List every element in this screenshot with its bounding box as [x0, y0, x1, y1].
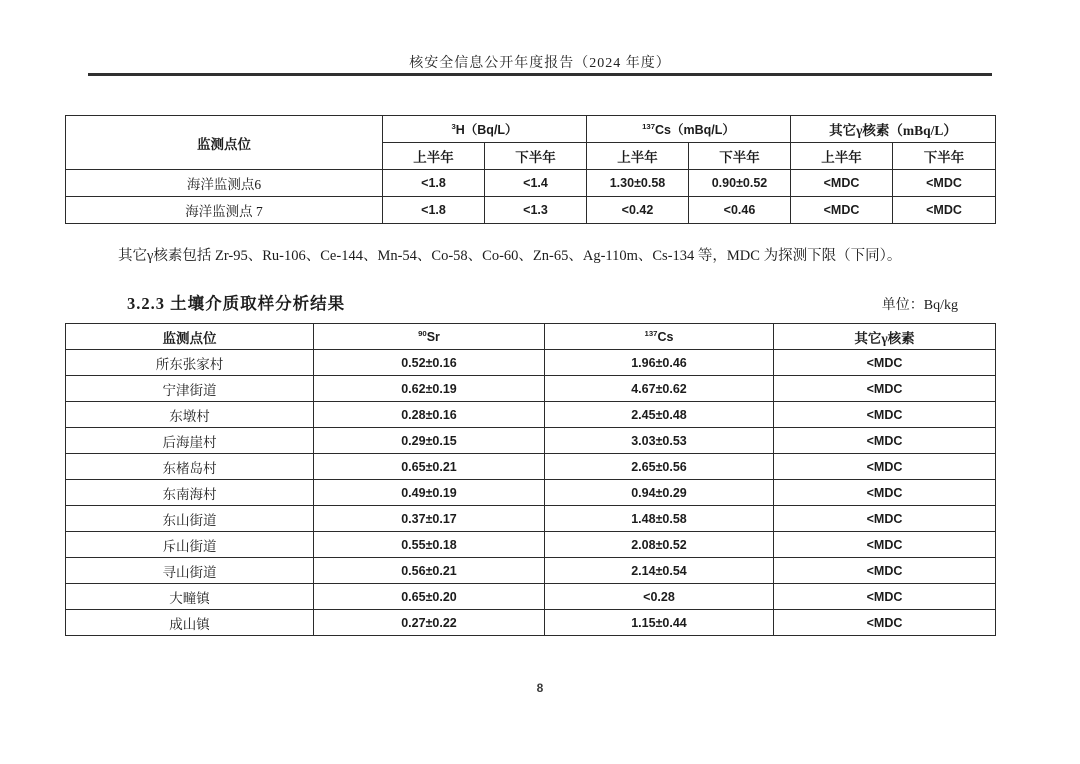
isotope-superscript: 137	[642, 121, 656, 131]
table-row	[66, 558, 996, 584]
table1-group-header-row	[66, 116, 996, 143]
isotope-label: Cs	[657, 330, 674, 345]
value-cell: 1.15±0.44	[545, 610, 774, 636]
site-cell: 所东张家村	[66, 350, 314, 376]
column-header-label: 其它γ核素	[854, 330, 915, 346]
value-cell: <MDC	[774, 428, 996, 454]
subheader-second-half: 下半年	[893, 143, 996, 170]
subheader-first-half: 上半年	[791, 143, 893, 170]
value-cell: 4.67±0.62	[545, 376, 774, 402]
value-cell: <MDC	[774, 402, 996, 428]
value-cell: <MDC	[791, 170, 893, 197]
value-cell: 0.62±0.19	[314, 376, 545, 402]
unit-label: 单位：Bq/kg	[881, 298, 958, 313]
value-cell: 0.52±0.16	[314, 350, 545, 376]
isotope-superscript: 137	[644, 328, 658, 338]
value-cell: <0.42	[587, 197, 689, 224]
value-cell: 0.49±0.19	[314, 480, 545, 506]
subheader-second-half: 下半年	[485, 143, 587, 170]
report-header-title: 核安全信息公开年度报告（2024 年度）	[409, 56, 671, 71]
table-row	[66, 480, 996, 506]
value-cell: 0.56±0.21	[314, 558, 545, 584]
table-row	[66, 170, 996, 197]
value-cell: 0.29±0.15	[314, 428, 545, 454]
isotope-superscript: 3	[451, 121, 456, 131]
table-row	[66, 454, 996, 480]
value-cell: <MDC	[774, 584, 996, 610]
table-row	[66, 402, 996, 428]
soil-sampling-table	[65, 323, 996, 636]
table-row	[66, 197, 996, 224]
table2-header-row	[66, 324, 996, 350]
value-cell: <1.3	[485, 197, 587, 224]
column-header-label: 监测点位	[162, 330, 217, 346]
subheader-first-half: 上半年	[383, 143, 485, 170]
value-cell: 2.14±0.54	[545, 558, 774, 584]
value-cell: <MDC	[774, 506, 996, 532]
site-cell: 东南海村	[66, 480, 314, 506]
table-row	[66, 350, 996, 376]
isotope-label: 其它γ核素（mBq/L）	[829, 123, 957, 138]
seawater-monitoring-table	[65, 115, 996, 224]
site-cell: 东山街道	[66, 506, 314, 532]
value-cell: 0.65±0.21	[314, 454, 545, 480]
value-cell: 2.45±0.48	[545, 402, 774, 428]
table-row	[66, 376, 996, 402]
value-cell: 0.94±0.29	[545, 480, 774, 506]
value-cell: 2.65±0.56	[545, 454, 774, 480]
table2-header-cs137	[545, 324, 774, 350]
value-cell: 0.37±0.17	[314, 506, 545, 532]
table1-group-h3	[383, 116, 587, 143]
value-cell: <MDC	[774, 376, 996, 402]
value-cell: <MDC	[774, 350, 996, 376]
site-cell: 海洋监测点 7	[66, 197, 383, 224]
value-cell: 3.03±0.53	[545, 428, 774, 454]
site-cell: 大疃镇	[66, 584, 314, 610]
table2-header-other-gamma	[774, 324, 996, 350]
isotope-label: Sr	[426, 330, 440, 345]
subheader-first-half: 上半年	[587, 143, 689, 170]
value-cell: <MDC	[774, 558, 996, 584]
value-cell: <MDC	[893, 170, 996, 197]
value-cell: <MDC	[893, 197, 996, 224]
value-cell: 0.65±0.20	[314, 584, 545, 610]
value-cell: 0.55±0.18	[314, 532, 545, 558]
table1-corner-header: 监测点位	[66, 116, 383, 170]
value-cell: <MDC	[774, 454, 996, 480]
table2-header-sr90	[314, 324, 545, 350]
value-cell: <MDC	[774, 610, 996, 636]
site-cell: 东墩村	[66, 402, 314, 428]
table-row	[66, 610, 996, 636]
value-cell: 1.96±0.46	[545, 350, 774, 376]
value-cell: 0.28±0.16	[314, 402, 545, 428]
value-cell: 1.30±0.58	[587, 170, 689, 197]
table-row	[66, 584, 996, 610]
section-heading-soil-sampling: 3.2.3 土壤介质取样分析结果	[127, 294, 346, 313]
site-cell: 成山镇	[66, 610, 314, 636]
isotope-superscript: 90	[418, 328, 427, 338]
table-row	[66, 506, 996, 532]
value-cell: 0.27±0.22	[314, 610, 545, 636]
gamma-nuclide-footnote: 其它γ核素包括 Zr-95、Ru-106、Ce-144、Mn-54、Co-58、Co-60、Zn-65、Ag-110m、Cs-134 等，MDC 为探测下限（下同）。	[118, 248, 902, 264]
value-cell: 1.48±0.58	[545, 506, 774, 532]
subheader-second-half: 下半年	[689, 143, 791, 170]
table1-group-other-gamma	[791, 116, 996, 143]
value-cell: <0.46	[689, 197, 791, 224]
table2-header-site	[66, 324, 314, 350]
value-cell: 0.90±0.52	[689, 170, 791, 197]
value-cell: <1.8	[383, 170, 485, 197]
value-cell: 2.08±0.52	[545, 532, 774, 558]
value-cell: <0.28	[545, 584, 774, 610]
site-cell: 海洋监测点6	[66, 170, 383, 197]
site-cell: 东楮岛村	[66, 454, 314, 480]
table-row	[66, 428, 996, 454]
value-cell: <1.8	[383, 197, 485, 224]
site-cell: 宁津街道	[66, 376, 314, 402]
site-cell: 后海崖村	[66, 428, 314, 454]
isotope-label: Cs（mBq/L）	[655, 123, 735, 137]
header-divider-rule	[88, 73, 992, 76]
site-cell: 斥山街道	[66, 532, 314, 558]
isotope-label: H（Bq/L）	[455, 123, 518, 137]
value-cell: <MDC	[774, 532, 996, 558]
value-cell: <MDC	[774, 480, 996, 506]
table1-group-cs137	[587, 116, 791, 143]
value-cell: <MDC	[791, 197, 893, 224]
value-cell: <1.4	[485, 170, 587, 197]
site-cell: 寻山街道	[66, 558, 314, 584]
table-row	[66, 532, 996, 558]
page-number: 8	[536, 681, 544, 695]
